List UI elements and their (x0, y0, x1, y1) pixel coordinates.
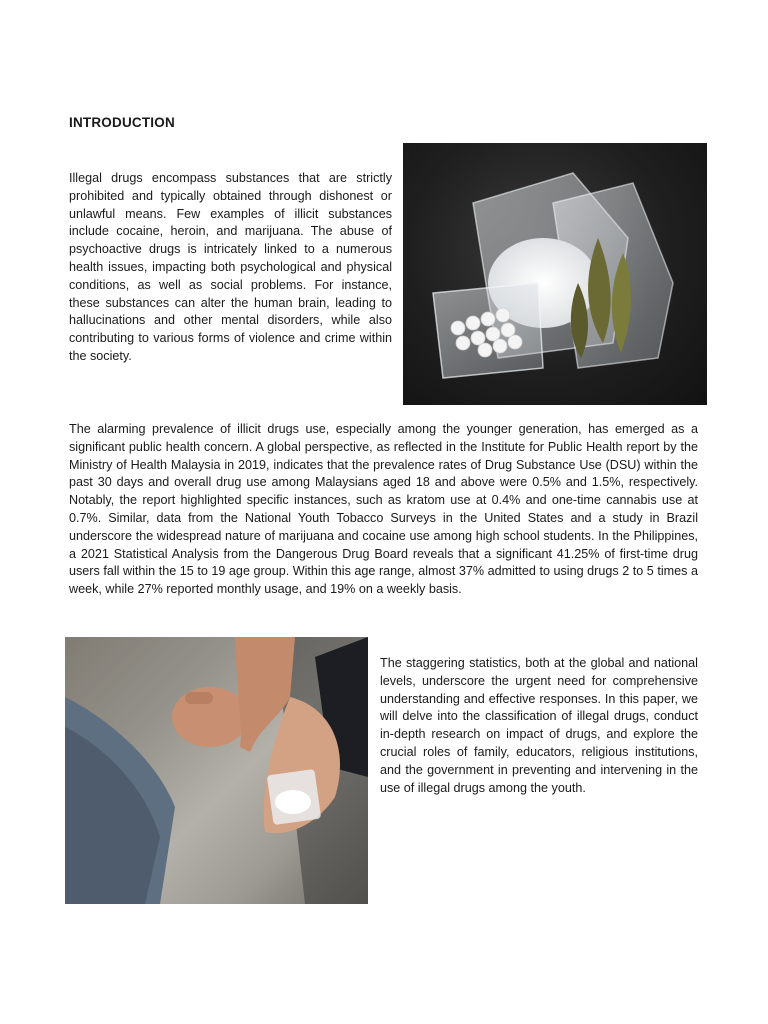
paper-overview-paragraph: The staggering statistics, both at the global and national levels, underscore the urgent need for comprehensive understanding and effective responses. In this paper, we will delve into the classification of illegal drugs, conduct in-depth research on impact of drugs, and explore the crucial roles of family, educators, religious institutions, and the government in preventing and intervening in the use of illegal drugs among the youth. (380, 656, 698, 795)
intro-paragraph: Illegal drugs encompass substances that are strictly prohibited and typically obtained through dishonest or unlawful means. Few examples of illicit substances include cocaine, heroin, and marijuana. The abuse of psychoactive drugs is intricately linked to a numerous health issues, impacting both psychological and physical conditions, as well as social problems. For instance, these substances can alter the human brain, leading to hallucinations and other mental disorders, while also contributing to various forms of violence and crime within the society. (69, 171, 392, 363)
section-heading: INTRODUCTION (69, 115, 175, 130)
prevalence-paragraph: The alarming prevalence of illicit drugs use, especially among the younger generation, has emerged as a significant public health concern. A global perspective, as reflected in the Institute for Public Health report by the Ministry of Health Malaysia in 2019, indicates that the prevalence rates of Drug Substance Use (DSU) within the past 30 days and overall drug use among Malaysians aged 18 and above were 0.5% and 1.5%, respectively. Notably, the report highlighted specific instances, such as kratom use at 0.4% and one-time cannabis use at 0.7%. Similar, data from the National Youth Tobacco Surveys in the United States and a study in Brazil underscore the widespread nature of marijuana and cocaine use among high school students. In the Philippines, a 2021 Statistical Analysis from the Dangerous Drug Board reveals that a significant 41.25% of first-time drug users fall within the 15 to 19 age group. Within this age range, almost 37% admitted to using drugs 2 to 5 times a week, while 27% reported monthly usage, and 19% on a weekly basis. (69, 422, 698, 597)
hands-illustration (65, 637, 368, 904)
drugs-illustration (403, 143, 707, 405)
hands-exchange-photo (65, 637, 368, 904)
drugs-photo (403, 143, 707, 405)
